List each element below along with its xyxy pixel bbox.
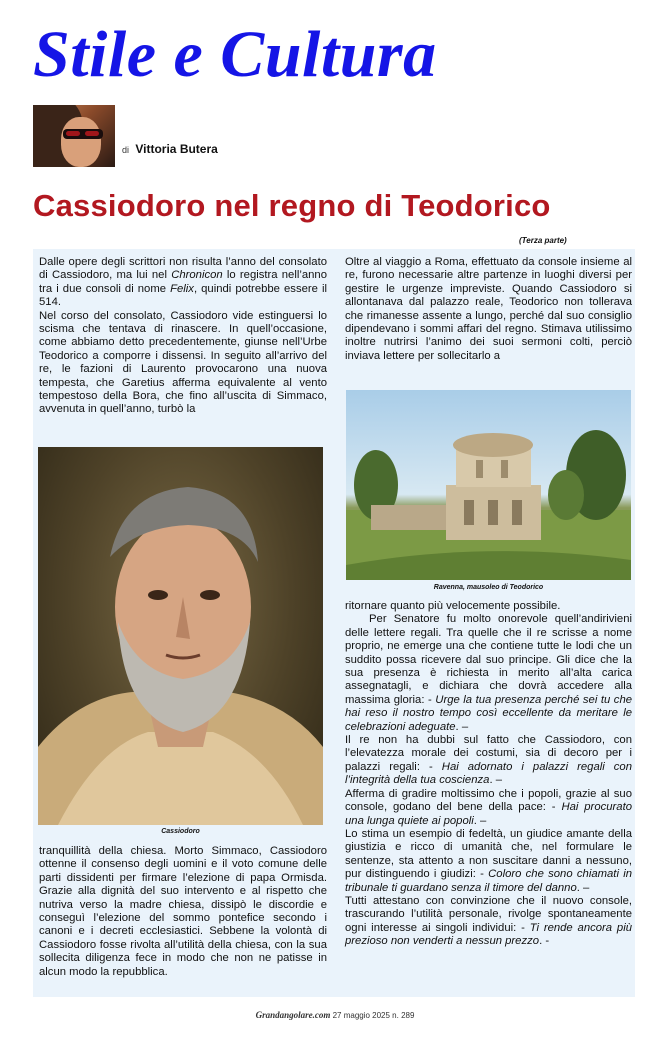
paragraph: Tutti attestano con convinzione che il nuovo console, trascurando l’utilità personale, rivolge spontaneamente ogni interesse ai singoli individui: - Ti rende ancora più prezioso non venderti a nessun prezzo. - xyxy=(345,894,632,948)
byline xyxy=(122,142,218,156)
footer-site: Grandangolare.com xyxy=(255,1010,331,1020)
mausoleum-illustration xyxy=(346,390,631,580)
footer xyxy=(0,1010,670,1020)
masthead: Stile e Cultura xyxy=(33,18,437,91)
author-photo xyxy=(33,105,115,167)
part-label: (Terza parte) xyxy=(519,236,567,245)
author-name: Vittoria Butera xyxy=(135,142,218,156)
left-column-bottom xyxy=(39,845,327,979)
paragraph: Dalle opere degli scrittori non risulta l’anno del consolato di Cassiodoro, ma lui nel Chronicon lo registra nell’anno tra i due consoli di nome Felix, quindi potrebbe essere il 514. xyxy=(39,256,327,309)
paragraph: Oltre al viaggio a Roma, effettuato da console insieme al re, furono necessarie altre partenze in luoghi diversi per gestire le urgenze impreviste. Quando Cassiodoro si allontanava dal palazzo reale, Teodorico non tollerava che rimanesse assente a lungo, perché dal suo consiglio dipendevano i sommi affari del regno. Stimava utilissimo inoltre nutrirsi l’animo dei suoi sermoni colti, perciò inviava lettere per sollecitarlo a xyxy=(345,256,632,362)
portrait-illustration xyxy=(38,447,323,825)
paragraph: Per Senatore fu molto onorevole quell’andirivieni delle lettere regali. Tra quelle che il re scrisse a nome proprio, ne emerge una che contiene tutte le lodi che un suddito possa ricevere dal suo principe. Gli dice che la sua presenza è richiesta in merito all’alta carica assegnatagli, e dichiara che dovrà accedere alla massima gloria: - Urge la tua presenza perché sei tu che hai reso il nostro tempo così eccellente da meritare le celebrazioni adeguate. – xyxy=(345,613,633,733)
right-column-bottom xyxy=(345,600,632,949)
paragraph: ritornare quanto più velocemente possibile. xyxy=(345,600,561,612)
paragraph: Lo stima un esempio di fedeltà, un giudice amante della giustizia e ricco di umanità che, nel formulare le sentenze, sta attento a non suscitare danni a nessuno, pur distinguendo i giudizi: - Coloro che sono chiamati in tribunale ti guardano senza il timore del danno. – xyxy=(345,827,632,894)
cassiodoro-portrait xyxy=(38,447,323,825)
article-title: Cassiodoro nel regno di Teodorico xyxy=(33,188,551,223)
mausoleum-photo xyxy=(346,390,631,580)
right-column-top xyxy=(345,256,632,363)
paragraph: Nel corso del consolato, Cassiodoro vide estinguersi lo scisma che tentava di rinascere. In quell’occasione, come abbiamo detto precedentemente, giunse nell’Urbe Teodorico a comporre i dissensi. In seguito all’arrivo del re, le fazioni di Laurento provocarono una nuova tempesta, che Garetius afferma equivalente al vento tempestoso della Bora, che fino all’uscita di Simmaco, avvenuta in quell’anno, turbò la xyxy=(39,309,327,416)
paragraph: Il re non ha dubbi sul fatto che Cassiodoro, con l’elevatezza morale dei costumi, sia di decoro per i palazzi regali: - Hai adornato i palazzi regali con l’integrità della tua coscienza. – xyxy=(345,734,632,787)
footer-date: 27 maggio 2025 n. 289 xyxy=(332,1011,415,1020)
paragraph: tranquillità della chiesa. Morto Simmaco, Cassiodoro ottenne il consenso degli uomini e il voto comune delle parti dissidenti per firmare l’elezione di papa Ormisda. Grazie alla dignità del suo intervento e al rispetto che nutriva verso la madre chiesa, dissipò le discordie e conseguì l’elezione del sommo pontefice secondo i canoni e i decreti ecclesiastici. Sebbene la volontà di Cassiodoro fosse rivolta all’utilità della chiesa, con la sua sollecita diligenza fece in modo che non ne patisse in alcun modo la repubblica. xyxy=(39,845,327,978)
portrait-caption: Cassiodoro xyxy=(161,828,200,835)
byline-prefix: di xyxy=(122,145,130,155)
paragraph: Afferma di gradire moltissimo che i popoli, grazie al suo console, godano del bene della pace: - Hai procurato una lunga quiete ai popoli. – xyxy=(345,787,632,827)
mausoleum-caption: Ravenna, mausoleo di Teodorico xyxy=(433,584,544,591)
left-column-top xyxy=(39,256,327,417)
